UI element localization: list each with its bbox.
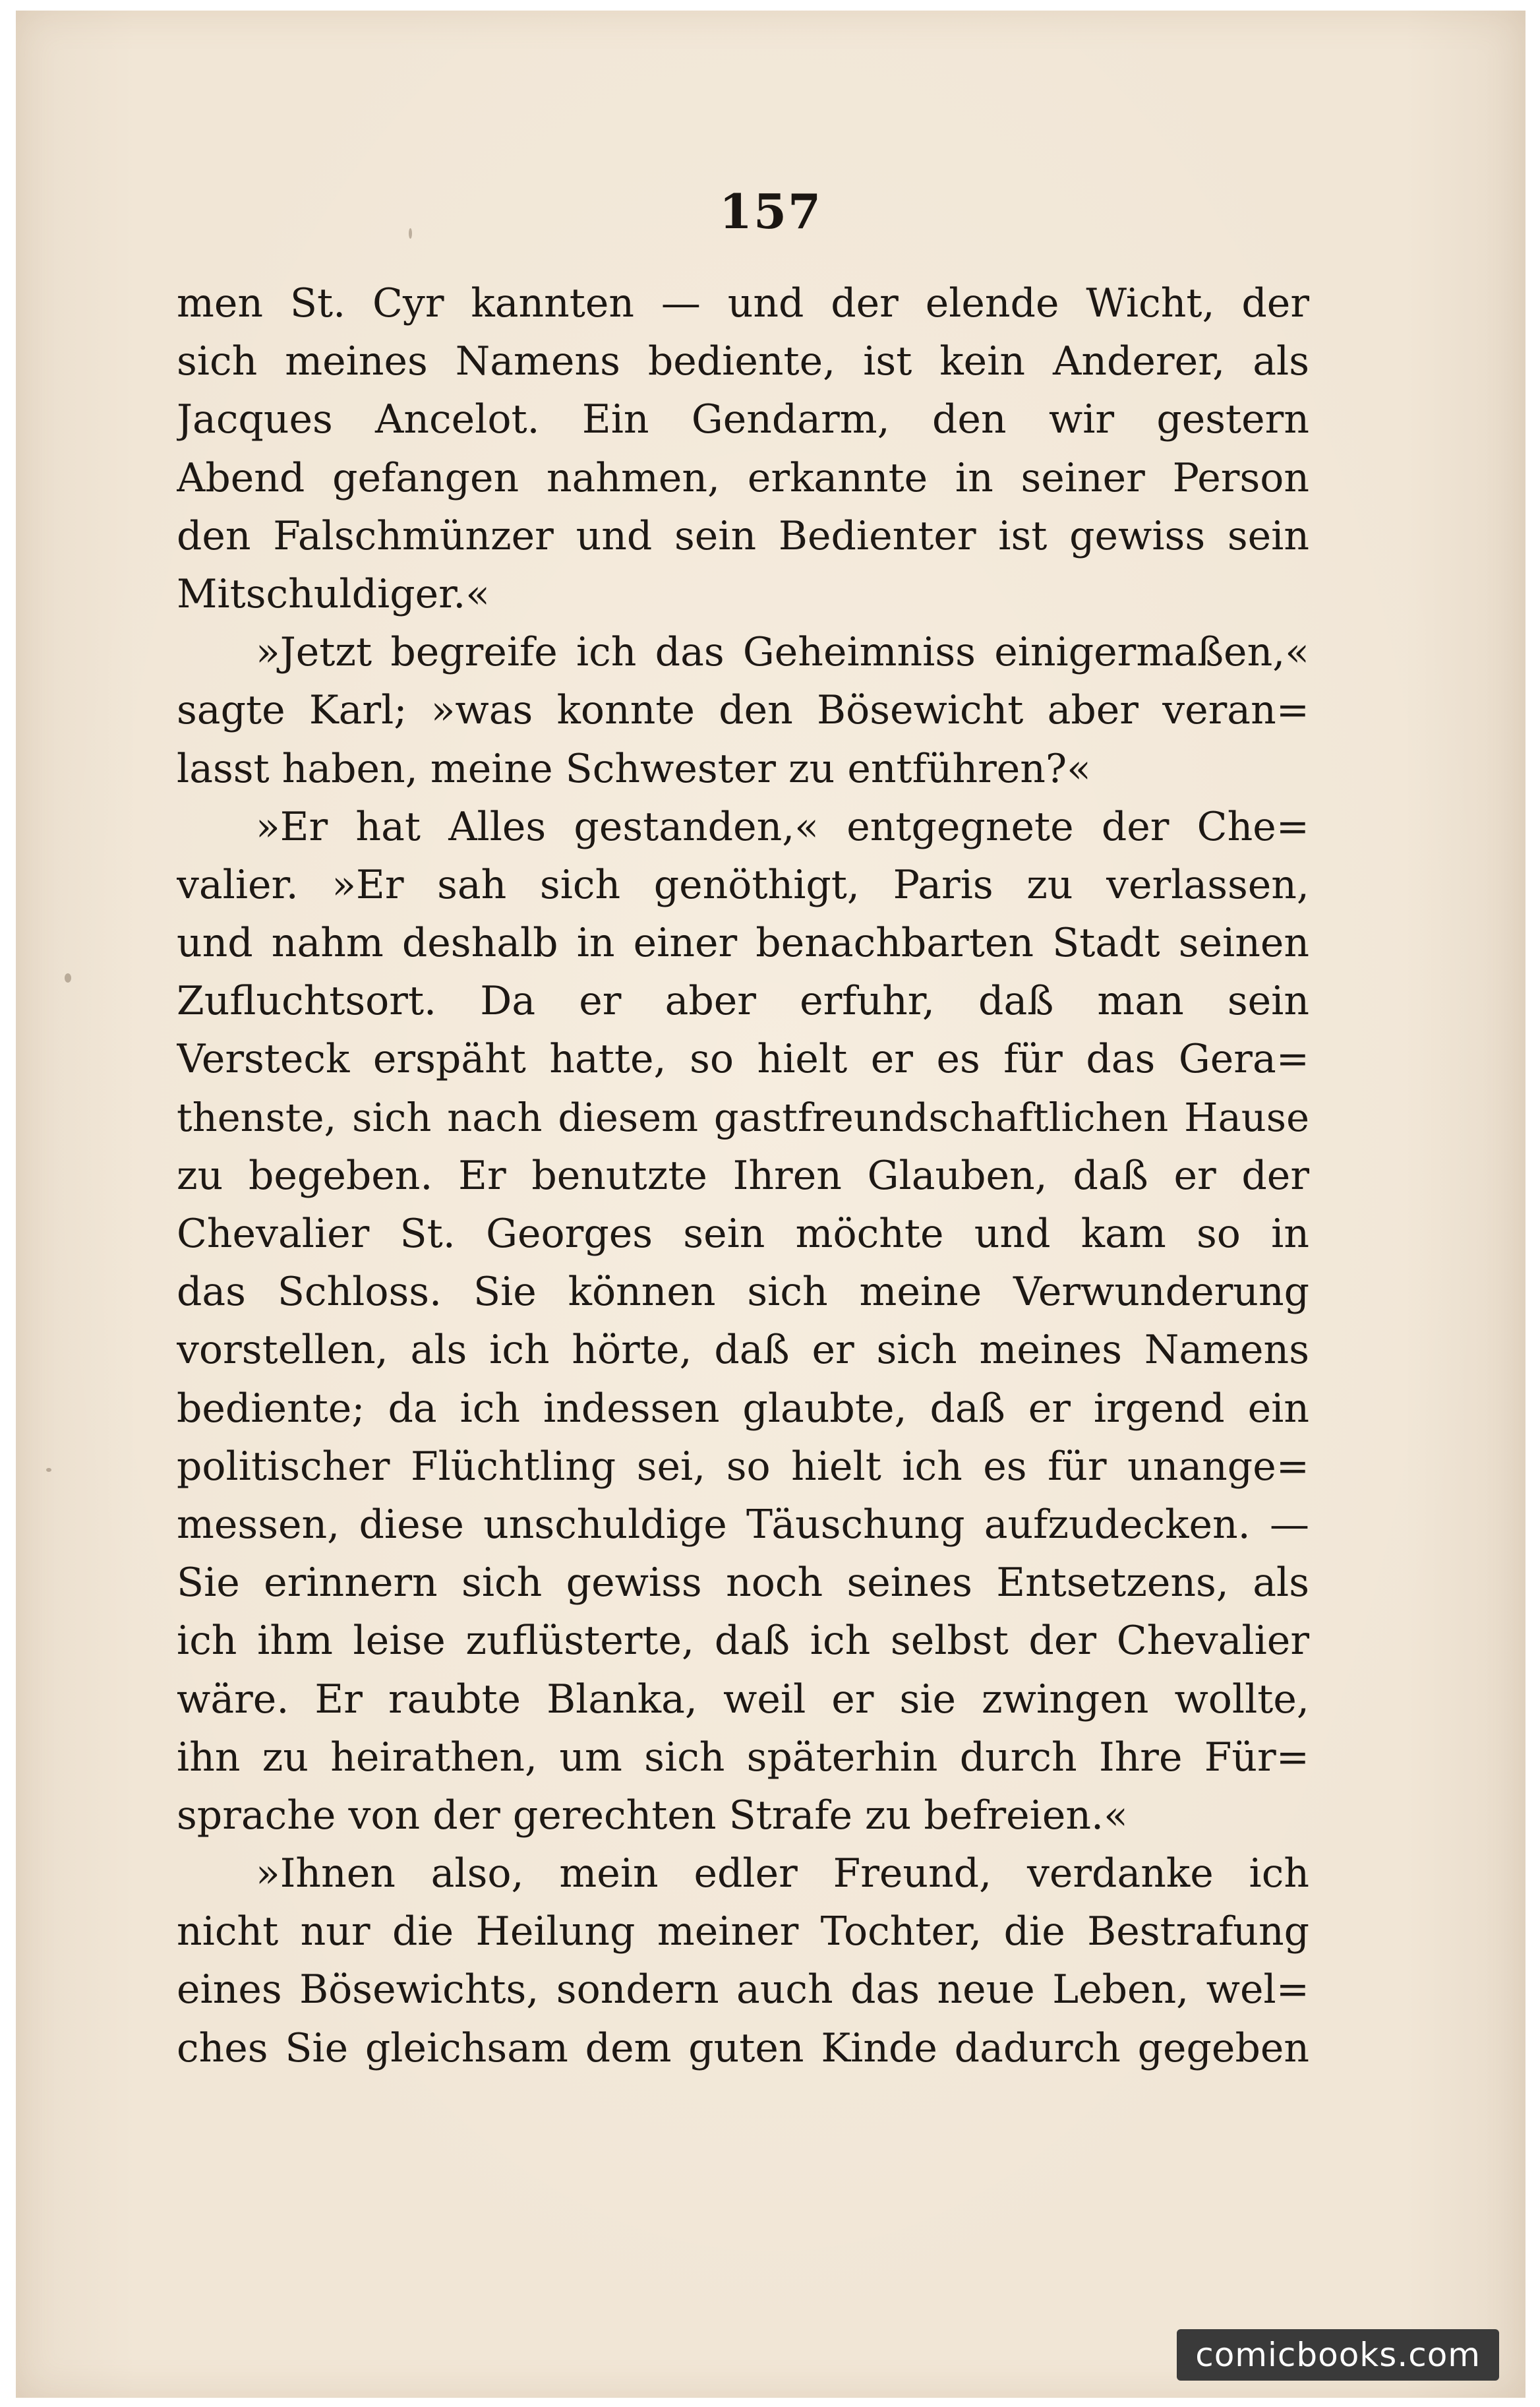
- text-line: vorstellen, als ich hörte, daß er sich meines Namens: [177, 1327, 1309, 1374]
- text-line: lasst haben, meine Schwester zu entführen?«: [177, 745, 1091, 792]
- text-line: politischer Flüchtling sei, so hielt ich es für unange=: [177, 1443, 1309, 1490]
- text-line: men St. Cyr kannten — und der elende Wicht, der: [177, 280, 1309, 326]
- text-line: Chevalier St. Georges sein möchte und kam so in: [177, 1211, 1309, 1257]
- text-line: zu begeben. Er benutzte Ihren Glauben, daß er der: [177, 1152, 1309, 1199]
- text-line: Versteck erspäht hatte, so hielt er es für das Gera=: [177, 1036, 1309, 1083]
- text-line: wäre. Er raubte Blanka, weil er sie zwingen wollte,: [177, 1676, 1309, 1722]
- text-line: Jacques Ancelot. Ein Gendarm, den wir gestern: [177, 396, 1309, 443]
- body-text: [177, 274, 1309, 2077]
- site-watermark: comicbooks.com: [1177, 2329, 1499, 2381]
- text-line: und nahm deshalb in einer benachbarten Stadt seinen: [177, 920, 1309, 967]
- text-line: nicht nur die Heilung meiner Tochter, die Bestrafung: [177, 1908, 1309, 1955]
- ink-speck: [65, 973, 71, 983]
- text-line: den Falschmünzer und sein Bedienter ist gewiss sein: [177, 512, 1309, 559]
- text-line: das Schloss. Sie können sich meine Verwunderung: [177, 1269, 1309, 1316]
- text-line: sagte Karl; »was konnte den Bösewicht aber veran=: [177, 687, 1309, 734]
- text-line: sprache von der gerechten Strafe zu befreien.«: [177, 1792, 1128, 1839]
- text-line: messen, diese unschuldige Täuschung aufzudecken. —: [177, 1501, 1309, 1548]
- text-line: ich ihm leise zuflüsterte, daß ich selbst der Chevalier: [177, 1618, 1309, 1664]
- ink-speck: [46, 1468, 51, 1472]
- text-line: »Er hat Alles gestanden,« entgegnete der Che=: [256, 803, 1309, 850]
- text-line: eines Bösewichts, sondern auch das neue Leben, wel=: [177, 1966, 1309, 2013]
- text-line: Mitschuldiger.«: [177, 570, 490, 617]
- text-line: ches Sie gleichsam dem guten Kinde dadurch gegeben: [177, 2025, 1309, 2071]
- text-line: Sie erinnern sich gewiss noch seines Entsetzens, als: [177, 1560, 1309, 1606]
- text-line: Abend gefangen nahmen, erkannte in seiner Person: [177, 454, 1309, 501]
- text-line: »Ihnen also, mein edler Freund, verdanke ich: [256, 1850, 1309, 1897]
- text-line: »Jetzt begreife ich das Geheimniss einigermaßen,«: [256, 629, 1309, 676]
- text-line: valier. »Er sah sich genöthigt, Paris zu verlassen,: [177, 861, 1309, 908]
- text-line: sich meines Namens bediente, ist kein Anderer, als: [177, 338, 1309, 385]
- page-number: 157: [719, 183, 823, 239]
- text-line: Zufluchtsort. Da er aber erfuhr, daß man sein: [177, 978, 1309, 1025]
- text-line: thenste, sich nach diesem gastfreundschaftlichen Hause: [177, 1094, 1309, 1140]
- text-line: ihn zu heirathen, um sich späterhin durch Ihre Für=: [177, 1734, 1309, 1781]
- book-page: [16, 11, 1525, 2398]
- text-line: bediente; da ich indessen glaubte, daß er irgend ein: [177, 1385, 1309, 1432]
